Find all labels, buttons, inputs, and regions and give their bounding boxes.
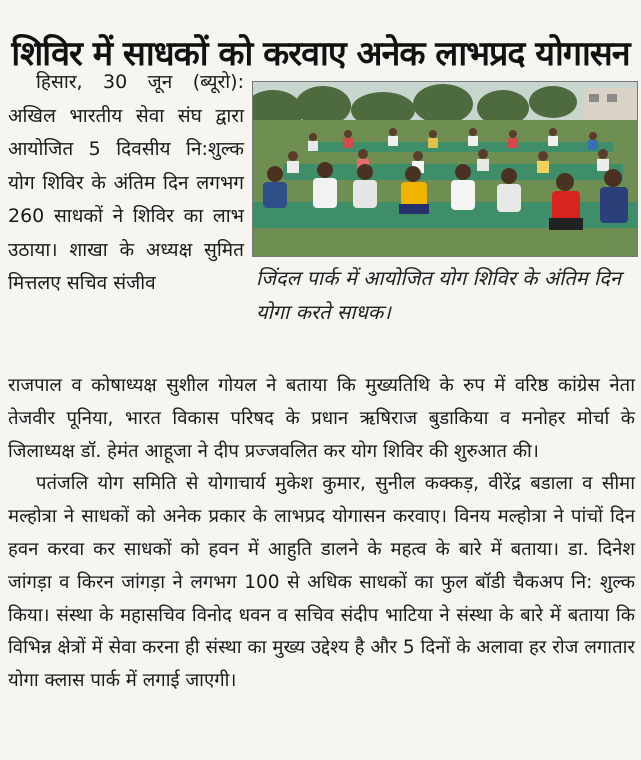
article-body [8,370,635,698]
yoga-camp-photo [252,81,638,257]
headline: शिविर में साधकों को करवाए अनेक लाभप्रद योगासन [11,33,630,74]
paragraph-2 [8,468,635,698]
article-column-left [8,66,244,301]
photo-caption: जिंदल पार्क में आयोजित योग शिविर के अंतिम दिन योगा करते साधक। [256,266,621,324]
intro-text-left: अखिल भारतीय सेवा संघ द्वारा आयोजित 5 दिवसीय नि:शुल्क योग शिविर के अंतिम दिन लगभग 260 साधकों ने शिविर का लाभ उठाया। शाखा के अध्यक्ष सुमित मित्तलए सचिव संजीव [8,104,244,294]
paragraph-1-continued: राजपाल व कोषाध्यक्ष सुशील गोयल ने बताया कि मुख्यतिथि के रुप में वरिष्ठ कांग्रेस नेता तेजवीर पूनिया, भारत विकास परिषद के प्रधान ऋषिराज बुडाकिया व मनोहर मोर्चा के जिलाध्यक्ष डॉ. हेमंत आहूजा ने दीप प्रज्जवलित कर योग शिविर की शुरुआत की। [8,375,635,462]
paragraph-2-text: पतंजलि योग समिति से योगाचार्य मुकेश कुमार, सुनील कक्कड़, वीरेंद्र बडाला व सीमा मल्होत्रा ने साधकों को अनेक प्रकार के लाभप्रद योगासन करवाए। विनय मल्होत्रा ने पांचों दिन हवन करवा कर साधकों को हवन में आहुति डालने के महत्व के बारे में बताया। डा. दिनेश जांगड़ा व किरन जांगड़ा ने लगभग 100 से अधिक साधकों का फुल बॉडी चैकअप नि: शुल्क किया। संस्था के महासचिव विनोद धवन व सचिव संदीप भाटिया ने संस्था के बारे में बताया कि विभिन्न क्षेत्रों में सेवा करना ही संस्था का मुख्य उद्देश्य है और 5 दिनों के अलावा हर रोज लगातार योगा क्लास पार्क में लगाई जाएगी। [8,473,635,692]
dateline: हिसार, 30 जून (ब्यूरो): [36,71,244,93]
article-intro [8,66,244,301]
